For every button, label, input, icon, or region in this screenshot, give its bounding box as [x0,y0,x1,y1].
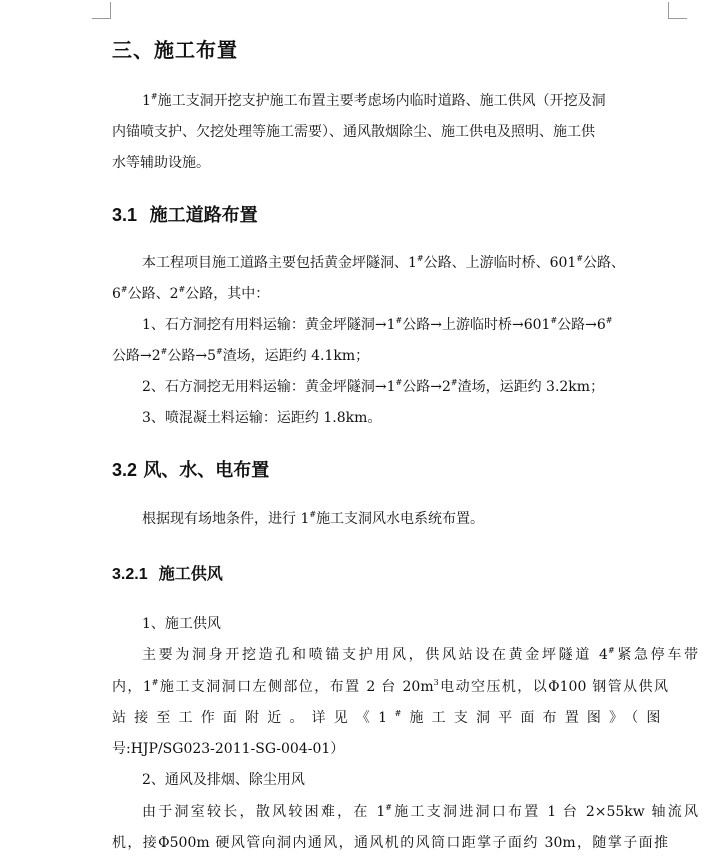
heading-3-2: 3.2 风、水、电布置 [112,460,270,481]
heading-3-1: 3.1 施工道路布置 [112,205,258,226]
road-item-2: 2、石方洞挖无用料运输：黄金坪隧洞→1#公路→2#渣场，运距约 3.2km； [142,378,605,395]
page-corner-mark-right [668,2,687,19]
road-item-1-line-2: 公路→2#公路→5#渣场，运距约 4.1km； [112,347,370,364]
ventilation-para-line-1: 由于洞室较长，散风较困难，在 1#施工支洞进洞口布置 1 台 2×55kw 轴流风 [142,803,698,820]
intro-line-1: 1#施工支洞开挖支护施工布置主要考虑场内临时道路、施工供风（开挖及洞 [142,92,606,109]
heading-3-2-1: 3.2.1 施工供风 [112,564,223,583]
air-para-line-1: 主要为洞身开挖造孔和喷锚支护用风，供风站设在黄金坪隧道 4#紧急停车带 [142,646,699,663]
road-para-line-1: 本工程项目施工道路主要包括黄金坪隧洞、1#公路、上游临时桥、601#公路、 [142,254,626,271]
air-para-line-2: 内，1#施工支洞洞口左侧部位，布置 2 台 $20m^3$电动空压机，以Φ100 钢管从供风 [112,678,668,695]
air-item-2: 2、通风及排烟、除尘用风 [142,772,305,788]
intro-line-2: 内锚喷支护、欠挖处理等施工需要）、通风散烟除尘、施工供电及照明、施工供 [112,124,595,140]
air-para-line-3: 站接至工作面附近。详见《1#施工支洞平面布置图》（图 [112,709,668,726]
road-para-line-2: 6#公路、2#公路，其中： [112,285,270,302]
intro-line-3: 水等辅助设施。 [112,155,210,171]
air-item-1: 1、施工供风 [142,616,221,632]
road-item-3: 3、喷混凝土料运输：运距约 1.8km。 [142,410,382,426]
section-title: 三、施工布置 [112,38,238,62]
air-para-line-4: 号:HJP/SG023-2011-SG-004-01） [112,741,345,757]
ventilation-para-line-2: 机，接Φ500m 硬风管向洞内通风，通风机的风筒口距掌子面约 30m，随掌子面推 [112,835,668,851]
road-item-1-line-1: 1、石方洞挖有用料运输：黄金坪隧洞→1#公路→上游临时桥→601#公路→6# [142,316,613,333]
page-corner-mark-left [92,2,111,19]
utilities-para: 根据现有场地条件，进行 1#施工支洞风水电系统布置。 [142,510,485,527]
